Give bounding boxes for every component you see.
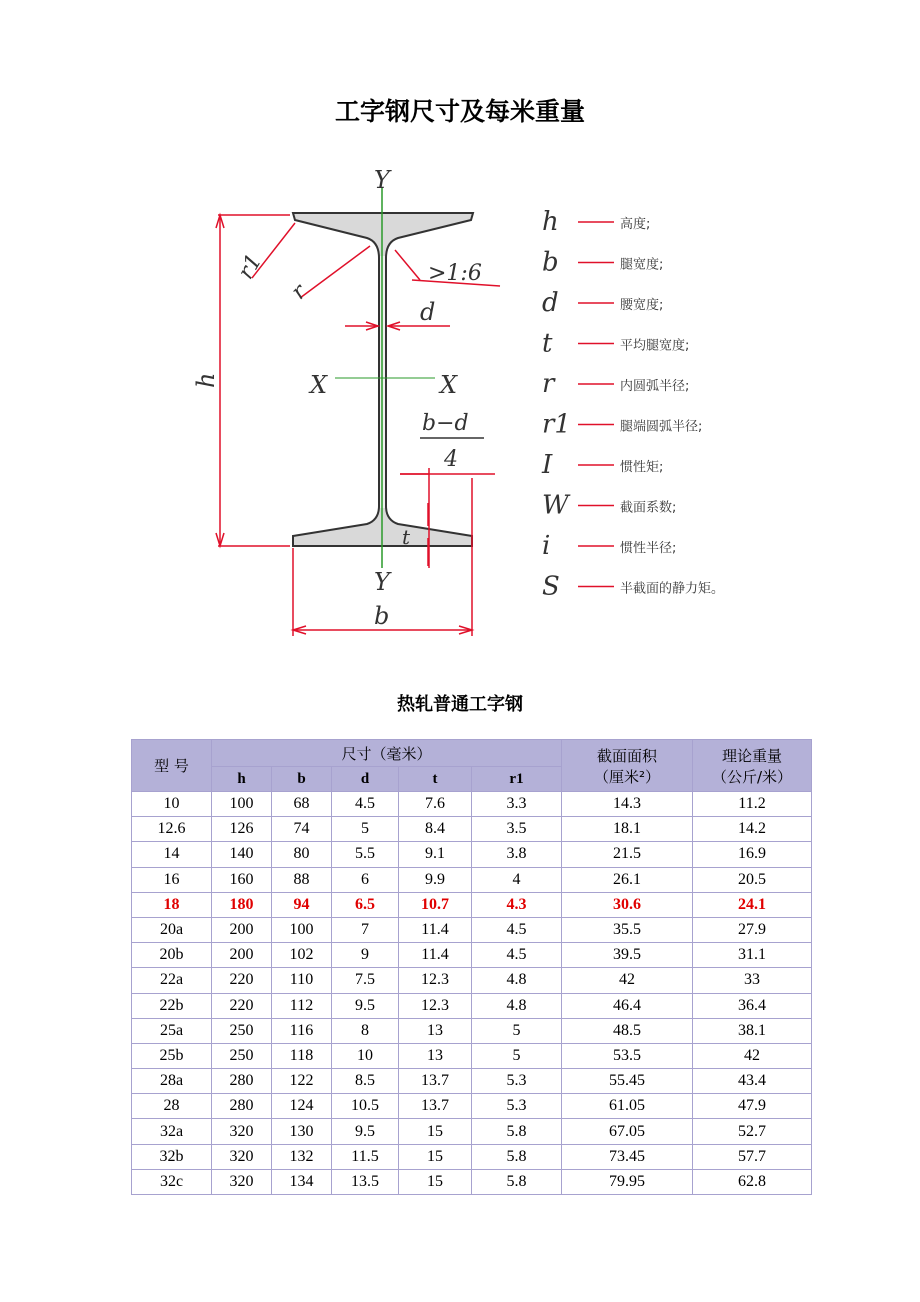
table-cell: 11.5 [332,1144,399,1169]
table-cell: 126 [212,817,272,842]
table-cell: 8 [332,1018,399,1043]
table-cell: 8.4 [399,817,472,842]
table-cell: 180 [212,892,272,917]
table-cell: 46.4 [562,993,693,1018]
table-cell: 20b [132,943,212,968]
table-cell: 11.4 [399,943,472,968]
table-cell: 55.45 [562,1069,693,1094]
table-cell: 13.7 [399,1094,472,1119]
table-cell: 250 [212,1043,272,1068]
page-title: 工字钢尺寸及每米重量 [334,97,585,126]
table-cell: 13 [399,1043,472,1068]
table-cell: 30.6 [562,892,693,917]
table-cell: 100 [212,792,272,817]
table-row [132,968,812,993]
table-cell: 16.9 [693,842,812,867]
header-b: b [272,767,332,792]
table-cell: 130 [272,1119,332,1144]
legend-symbol: d [542,288,559,318]
table-cell: 220 [212,993,272,1018]
table-cell: 10.7 [399,892,472,917]
table-cell: 4.8 [472,968,562,993]
table-cell: 12.3 [399,968,472,993]
table-cell: 48.5 [562,1018,693,1043]
table-cell: 10.5 [332,1094,399,1119]
table-cell: 22a [132,968,212,993]
table-cell: 4.5 [472,943,562,968]
table-cell: 5 [332,817,399,842]
header-d: d [332,767,399,792]
table-cell: 112 [272,993,332,1018]
table-cell: 5.8 [472,1169,562,1194]
table-cell: 68 [272,792,332,817]
legend-description: 高度; [620,217,651,232]
table-cell: 52.7 [693,1119,812,1144]
table-row [132,867,812,892]
header-model: 型 号 [132,740,212,792]
table-row [132,1018,812,1043]
table-cell: 7 [332,917,399,942]
table-body [132,792,812,1195]
table-cell: 8.5 [332,1069,399,1094]
table-cell: 28 [132,1094,212,1119]
header-size-group: 尺寸（毫米） [212,740,562,767]
table-cell: 25a [132,1018,212,1043]
table-cell: 24.1 [693,892,812,917]
steel-table [131,739,812,1195]
table-cell: 5.3 [472,1094,562,1119]
table-cell: 4.5 [332,792,399,817]
table-cell: 6 [332,867,399,892]
table-cell: 35.5 [562,917,693,942]
table-cell: 4.3 [472,892,562,917]
table-cell: 220 [212,968,272,993]
legend-symbol: b [542,247,559,278]
table-cell: 15 [399,1169,472,1194]
legend-symbol: S [542,571,560,602]
i-beam-diagram [190,158,770,648]
table-cell: 32c [132,1169,212,1194]
table-cell: 200 [212,943,272,968]
table-cell: 5 [472,1018,562,1043]
table-cell: 47.9 [693,1094,812,1119]
table-row [132,917,812,942]
label-frac-den: 4 [444,447,458,472]
header-area-line2: （厘米²） [593,767,660,786]
label-d: d [420,298,436,326]
label-y-bottom: Y [374,568,390,596]
header-area [562,740,693,792]
table-cell: 13 [399,1018,472,1043]
table-cell: 9 [332,943,399,968]
label-x-left: X [310,371,328,399]
table-cell: 14 [132,842,212,867]
table-cell: 116 [272,1018,332,1043]
legend-description: 腿端圆弧半径; [620,419,703,435]
legend-symbol: r1 [542,409,571,440]
legend-symbol: W [542,490,569,521]
table-cell: 110 [272,968,332,993]
table-cell: 280 [212,1069,272,1094]
table-cell: 42 [562,968,693,993]
section-title: 热轧普通工字钢 [397,694,523,715]
table-cell: 11.2 [693,792,812,817]
table-cell: 12.6 [132,817,212,842]
legend-symbol: h [542,207,559,237]
table-cell: 140 [212,842,272,867]
legend-description: 半截面的静力矩。 [620,581,725,597]
table-cell: 42 [693,1043,812,1068]
table-cell: 320 [212,1119,272,1144]
legend-description: 内圆弧半径; [620,379,690,394]
table-cell: 160 [212,867,272,892]
legend-description: 腿宽度; [620,257,664,273]
table-cell: 5 [472,1043,562,1068]
table-cell: 280 [212,1094,272,1119]
table-cell: 122 [272,1069,332,1094]
table-row [132,792,812,817]
table-cell: 13.7 [399,1069,472,1094]
table-cell: 9.9 [399,867,472,892]
table-cell: 18 [132,892,212,917]
table-row [132,1169,812,1194]
legend-description: 惯性矩; [620,460,664,475]
table-cell: 9.5 [332,993,399,1018]
table-cell: 20a [132,917,212,942]
table-cell: 33 [693,968,812,993]
table-cell: 25b [132,1043,212,1068]
table-cell: 134 [272,1169,332,1194]
table-cell: 5.8 [472,1144,562,1169]
table-cell: 15 [399,1144,472,1169]
table-cell: 102 [272,943,332,968]
table-row [132,943,812,968]
table-cell: 53.5 [562,1043,693,1068]
header-weight-line1: 理论重量 [721,746,782,765]
table-cell: 16 [132,867,212,892]
table-cell: 100 [272,917,332,942]
table-cell: 73.45 [562,1144,693,1169]
symbol-legend [541,207,724,602]
table-cell: 4.5 [472,917,562,942]
table-cell: 14.2 [693,817,812,842]
table-cell: 250 [212,1018,272,1043]
table-cell: 200 [212,917,272,942]
table-cell: 13.5 [332,1169,399,1194]
table-cell: 11.4 [399,917,472,942]
legend-description: 惯性半径; [620,541,677,556]
table-cell: 67.05 [562,1119,693,1144]
legend-symbol: t [542,328,553,359]
table-cell: 26.1 [562,867,693,892]
header-h: h [212,767,272,792]
table-cell: 74 [272,817,332,842]
label-t: t [402,525,411,549]
table-cell: 32b [132,1144,212,1169]
table-cell: 36.4 [693,993,812,1018]
table-cell: 7.5 [332,968,399,993]
table-cell: 28a [132,1069,212,1094]
header-r1: r1 [472,767,562,792]
table-cell: 5.8 [472,1119,562,1144]
table-cell: 4 [472,867,562,892]
label-r1: r1 [233,249,268,284]
legend-symbol: r [542,369,555,399]
table-cell: 3.3 [472,792,562,817]
header-weight-line2: （公斤/米） [711,767,793,786]
table-row [132,993,812,1018]
table-cell: 57.7 [693,1144,812,1169]
label-h: h [192,372,220,388]
header-t: t [399,767,472,792]
table-cell: 18.1 [562,817,693,842]
table-cell: 61.05 [562,1094,693,1119]
table-row [132,1119,812,1144]
table-cell: 43.4 [693,1069,812,1094]
table-cell: 20.5 [693,867,812,892]
table-cell: 9.5 [332,1119,399,1144]
label-b: b [374,602,390,630]
table-cell: 88 [272,867,332,892]
legend-description: 腰宽度; [620,298,664,313]
table-cell: 7.6 [399,792,472,817]
table-row [132,1043,812,1068]
table-cell: 10 [332,1043,399,1068]
table-cell: 3.8 [472,842,562,867]
table-cell: 124 [272,1094,332,1119]
legend-description: 平均腿宽度; [620,338,690,354]
label-y-top: Y [374,166,390,194]
table-cell: 3.5 [472,817,562,842]
table-cell: 21.5 [562,842,693,867]
table-cell: 14.3 [562,792,693,817]
table-cell: 5.3 [472,1069,562,1094]
table-cell: 31.1 [693,943,812,968]
table-cell: 12.3 [399,993,472,1018]
table-cell: 38.1 [693,1018,812,1043]
legend-symbol: I [542,450,553,480]
quarter-dimension [400,468,495,568]
table-cell: 118 [272,1043,332,1068]
legend-symbol: i [542,531,551,561]
table-cell: 5.5 [332,842,399,867]
table-row [132,817,812,842]
label-frac-num: b−d [422,411,469,436]
header-area-line1: 截面面积 [596,746,657,765]
table-cell: 132 [272,1144,332,1169]
label-x-right: X [440,371,458,399]
table-row [132,842,812,867]
table-cell: 79.95 [562,1169,693,1194]
header-weight [693,740,812,792]
table-row [132,1094,812,1119]
table-row [132,892,812,917]
table-cell: 32a [132,1119,212,1144]
table-cell: 320 [212,1169,272,1194]
legend-description: 截面系数; [620,500,677,516]
table-cell: 320 [212,1144,272,1169]
table-cell: 15 [399,1119,472,1144]
label-slope: >1:6 [428,261,482,286]
table-cell: 27.9 [693,917,812,942]
table-cell: 22b [132,993,212,1018]
table-cell: 10 [132,792,212,817]
table-cell: 62.8 [693,1169,812,1194]
table-row [132,1144,812,1169]
table-cell: 9.1 [399,842,472,867]
table-cell: 39.5 [562,943,693,968]
table-cell: 6.5 [332,892,399,917]
label-r: r [286,279,312,305]
table-cell: 4.8 [472,993,562,1018]
table-cell: 80 [272,842,332,867]
table-row [132,1069,812,1094]
table-cell: 94 [272,892,332,917]
